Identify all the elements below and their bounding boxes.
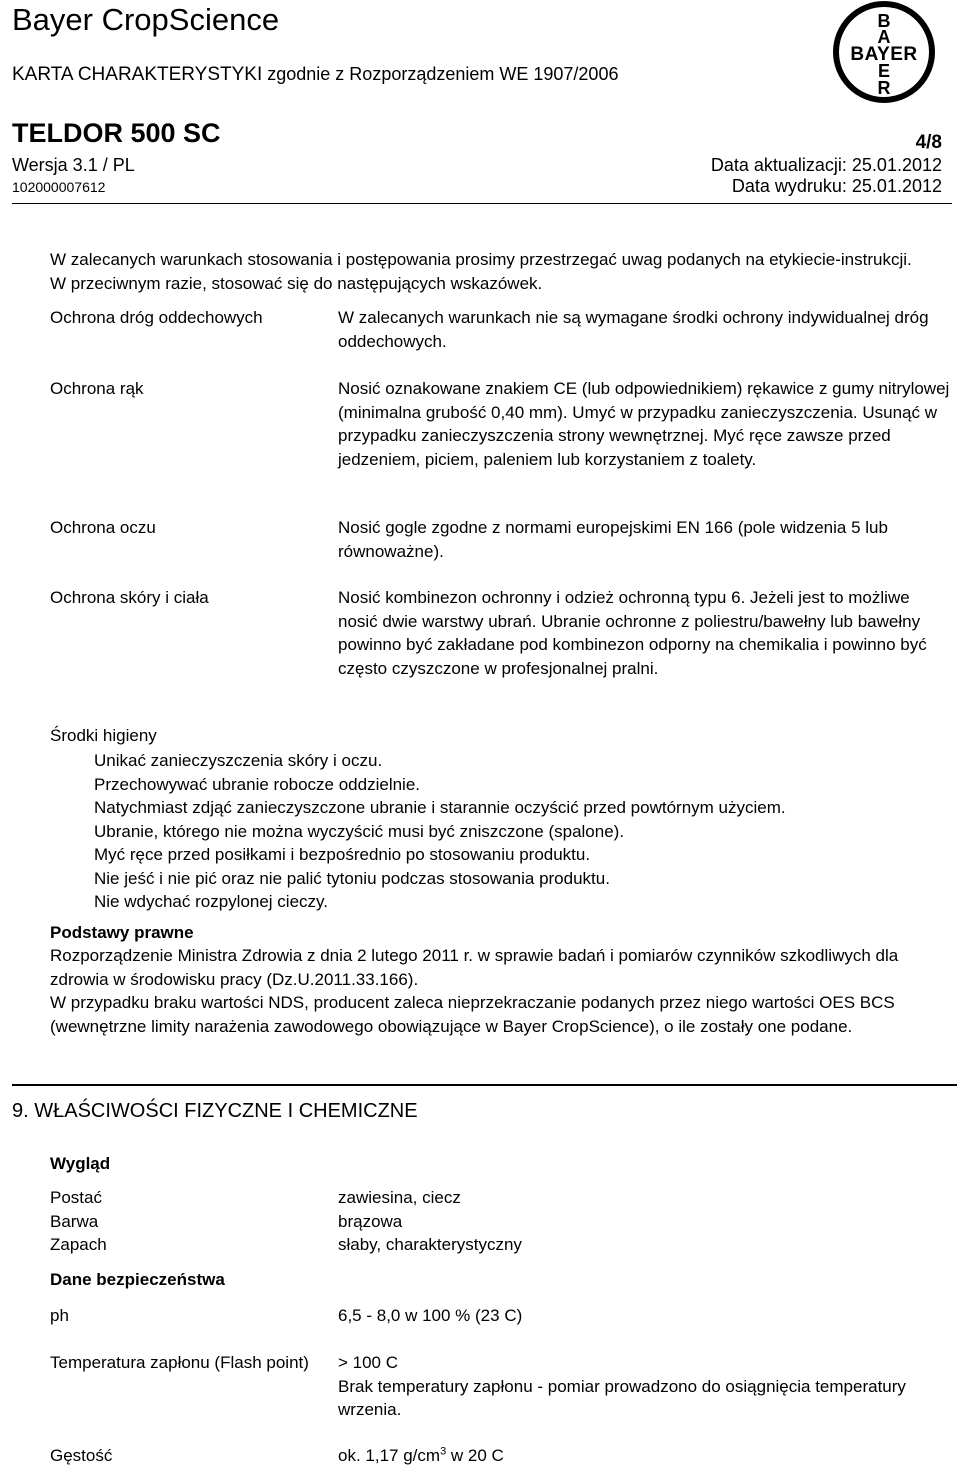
document-type-prefix: KARTA CHARAKTERYSTYKI [12, 64, 263, 85]
hygiene-item: Nie wdychać rozpylonej cieczy. [94, 892, 328, 911]
respiratory-protection-text: W zalecanych warunkach nie są wymagane środki ochrony indywidualnej dróg oddechowych. [338, 308, 929, 351]
hygiene-item: Nie jeść i nie pić oraz nie palić tytoniu podczas stosowania produktu. [94, 868, 610, 888]
product-name: TELDOR 500 SC [12, 118, 221, 148]
density-value-main: ok. 1,17 g/cm [338, 1446, 441, 1465]
color-label: Barwa [50, 1212, 99, 1231]
skin-protection-label: Ochrona skóry i ciała [50, 588, 209, 607]
company-name: Bayer CropScience [12, 2, 280, 37]
hygiene-item: Myć ręce przed posiłkami i bezpośrednio po stosowaniu produktu. [94, 845, 591, 864]
hygiene-item: Ubranie, którego nie można wyczyścić musi być zniszczone (spalone). [94, 821, 625, 841]
section-9-title: 9. WŁAŚCIWOŚCI FIZYCZNE I CHEMICZNE [12, 1100, 418, 1122]
legal-basis-title: Podstawy prawne [50, 923, 194, 942]
skin-protection-text: Nosić kombinezon ochronny i odzież ochronną typu 6. Jeżeli jest to możliwe nosić dwie warstwy ubrań. Ubranie ochronne z poliestru/bawełny lub bawełny powinno być zakładane pod kombinezon odporny na chemikalia i powinno być często czyszczone w profesjonalnej pralni. [338, 588, 927, 678]
logo-letter-e: E [877, 61, 891, 81]
hygiene-item: Przechowywać ubranie robocze oddzielnie. [94, 774, 421, 794]
odor-value: słaby, charakterystyczny [338, 1235, 522, 1254]
flash-point-value-2: Brak temperatury zapłonu - pomiar prowadzono do osiągnięcia temperatury wrzenia. [338, 1376, 906, 1419]
color-value: brązowa [338, 1212, 403, 1231]
hand-protection-label: Ochrona rąk [50, 379, 144, 398]
page-number: 4/8 [915, 132, 942, 153]
form-value: zawiesina, ciecz [338, 1188, 461, 1207]
appearance-title: Wygląd [50, 1154, 111, 1173]
hygiene-item: Natychmiast zdjąć zanieczyszczone ubranie i starannie oczyścić przed powtórnym użyciem. [94, 798, 786, 817]
logo-letter-r: R [877, 78, 891, 98]
header-divider [12, 203, 952, 204]
ph-value: 6,5 - 8,0 w 100 % (23 C) [338, 1306, 523, 1325]
hand-protection-text: Nosić oznakowane znakiem CE (lub odpowiednikiem) rękawice z gumy nitrylowej (minimalna grubość 0,40 mm). Umyć w przypadku zanieczyszczenia. Usunąć w przypadku zanieczyszczenia strony wewnętrznej. Myć ręce zawsze przed jedzeniem, piciem, paleniem lub korzystaniem z toalety. [338, 379, 950, 469]
hygiene-item: Unikać zanieczyszczenia skóry i oczu. [94, 751, 383, 770]
hygiene-list [94, 749, 786, 914]
density-unit-exponent: 3 [440, 1445, 447, 1458]
safety-data-title: Dane bezpieczeństwa [50, 1270, 225, 1289]
flash-point-label: Temperatura zapłonu (Flash point) [50, 1353, 309, 1372]
density-value-temp: w 20 C [446, 1446, 504, 1465]
document-type [12, 64, 618, 86]
legal-basis-text [50, 944, 930, 1038]
update-date: Data aktualizacji: 25.01.2012 [710, 155, 942, 175]
version: Wersja 3.1 / PL [12, 155, 135, 175]
legal-paragraph-2: W przypadku braku wartości NDS, producent zaleca nieprzekraczanie podanych przez niego wartości OES BCS (wewnętrzne limity narażenia zawodowego obowiązujące w Bayer CropScience), o ile zostały one podane. [50, 993, 895, 1036]
bayer-cross-logo [832, 0, 936, 104]
section-divider [12, 1084, 957, 1086]
print-date: Data wydruku: 25.01.2012 [731, 176, 942, 196]
eye-protection-text: Nosić gogle zgodne z normami europejskimi EN 166 (pole widzenia 5 lub równoważne). [338, 518, 888, 561]
logo-letter-a: A [877, 27, 891, 47]
flash-point-value-1: > 100 C [338, 1353, 399, 1372]
respiratory-protection-label: Ochrona dróg oddechowych [50, 308, 263, 327]
logo-letters-bayer: BAYER [850, 44, 918, 65]
legal-paragraph-1: Rozporządzenie Ministra Zdrowia z dnia 2 lutego 2011 r. w sprawie badań i pomiarów czynników szkodliwych dla zdrowia w środowisku pracy (Dz.U.2011.33.166). [50, 946, 899, 989]
document-type-suffix: zgodnie z Rozporządzeniem WE 1907/2006 [262, 64, 619, 84]
form-label: Postać [50, 1188, 102, 1207]
density-label: Gęstość [50, 1446, 113, 1465]
logo-letter-b: B [877, 11, 891, 31]
hygiene-title: Środki higieny [50, 726, 157, 745]
odor-label: Zapach [50, 1235, 107, 1254]
intro-paragraph: W zalecanych warunkach stosowania i postępowania prosimy przestrzegać uwag podanych na etykiecie-instrukcji. W przeciwnym razie, stosować się do następujących wskazówek. [50, 250, 912, 293]
eye-protection-label: Ochrona oczu [50, 518, 156, 537]
ph-label: ph [50, 1306, 69, 1325]
flash-point-value [338, 1351, 953, 1422]
document-number: 102000007612 [12, 179, 106, 195]
density-value [338, 1444, 953, 1468]
